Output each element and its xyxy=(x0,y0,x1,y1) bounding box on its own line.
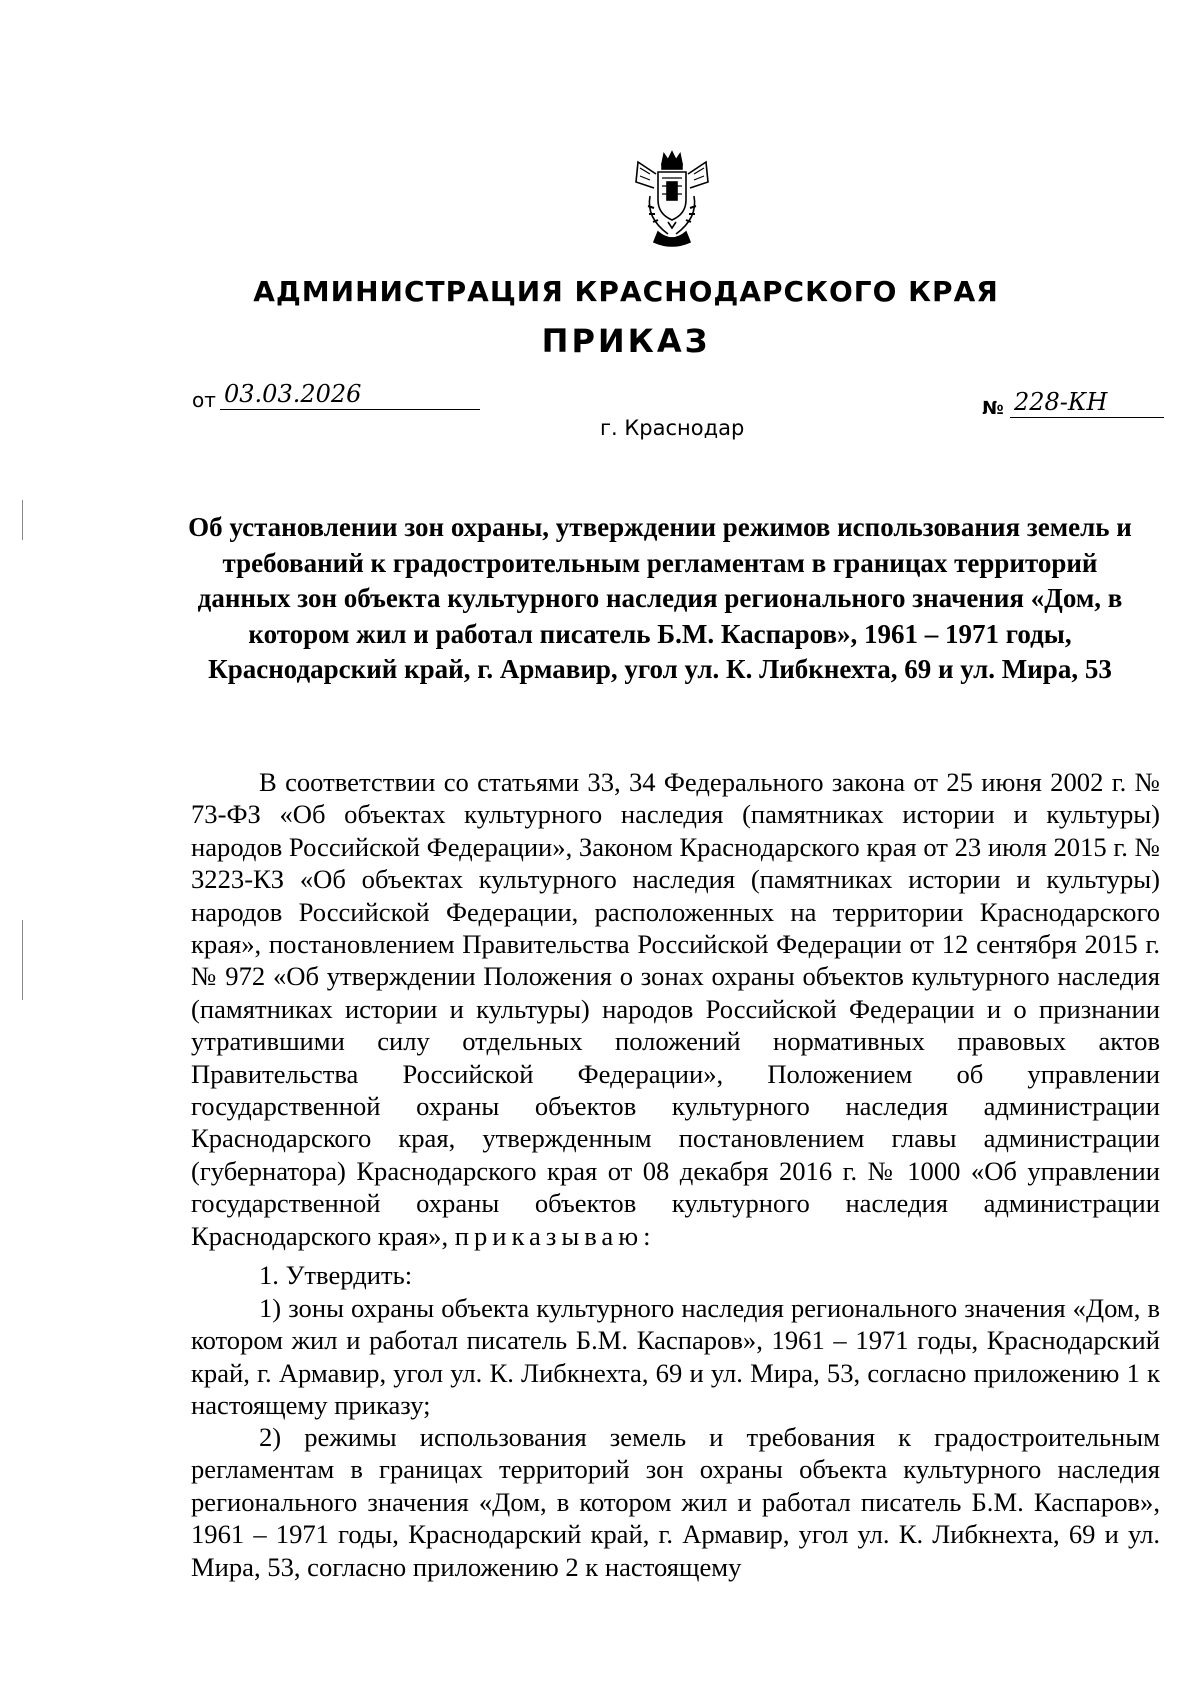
item-1-subitem-2: 2) режимы использования земель и требования к градостроительным регламентам в границах территорий зон охраны объекта культурного наследия регионального значения «Дом, в котором жил и работал писатель Б.М. Каспаров», 1961 – 1971 годы, Краснодарский край, г. Армавир, угол ул. К. Либкнехта, 69 и ул. Мира, 53, согласно приложению 2 к настоящему xyxy=(191,1422,1160,1582)
preamble-paragraph xyxy=(191,766,1160,1252)
number-prefix: № xyxy=(982,398,1004,419)
document-date: 03.03.2026 xyxy=(220,379,480,410)
krasnodar-coat-of-arms-icon xyxy=(628,148,716,252)
document-number: 228-КН xyxy=(1010,387,1164,418)
document-title: Об установлении зон охраны, утверждении режимов использования земель и требований к градостроительным регламентам в границах территорий данных зон объекта культурного наследия регионального значения «Дом, в котором жил и работал писатель Б.М. Каспаров», 1961 – 1971 годы, Краснодарский край, г. Армавир, угол ул. К. Либкнехта, 69 и ул. Мира, 53 xyxy=(188,512,1132,684)
issue-city: г. Краснодар xyxy=(600,416,745,440)
order-word: приказываю: xyxy=(454,1220,656,1251)
item-1-subitem-1: 1) зоны охраны объекта культурного наследия регионального значения «Дом, в котором жил и работал писатель Б.М. Каспаров», 1961 – 1971 годы, Краснодарский край, г. Армавир, угол ул. К. Либкнехта, 69 и ул. Мира, 53, согласно приложению 1 к настоящему приказу; xyxy=(191,1293,1160,1421)
preamble-text: В соответствии со статьями 33, 34 Федерального закона от 25 июня 2002 г. № 73-ФЗ «Об объектах культурного наследия (памятниках истории и культуры) народов Российской Федерации», Законом Краснодарского края от 23 июля 2015 г. № 3223-КЗ «Об объектах культурного наследия (памятниках истории и культуры) народов Российской Федерации, расположенных на территории Краснодарского края», постановлением Правительства Российской Федерации от 12 сентября 2015 г. № 972 «Об утверждении Положения о зонах охраны объектов культурного наследия (памятниках истории и культуры) народов Российской Федерации и о признании утратившими силу отдельных положений нормативных правовых актов Правительства Российской Федерации», Положением об управлении государственной охраны объектов культурного наследия администрации Краснодарского края, утвержденным постановлением главы администрации (губернатора) Краснодарского края от 08 декабря 2016 г. № 1000 «Об управлении государственной охраны объектов культурного наследия администрации Краснодарского края», xyxy=(191,767,1160,1251)
scan-artifact xyxy=(22,500,23,540)
date-prefix: от xyxy=(192,388,216,412)
item-1: 1. Утвердить: xyxy=(259,1260,413,1290)
scan-artifact xyxy=(22,920,23,1000)
issuing-authority: АДМИНИСТРАЦИЯ КРАСНОДАРСКОГО КРАЯ xyxy=(253,275,999,308)
document-type: ПРИКАЗ xyxy=(541,322,711,360)
